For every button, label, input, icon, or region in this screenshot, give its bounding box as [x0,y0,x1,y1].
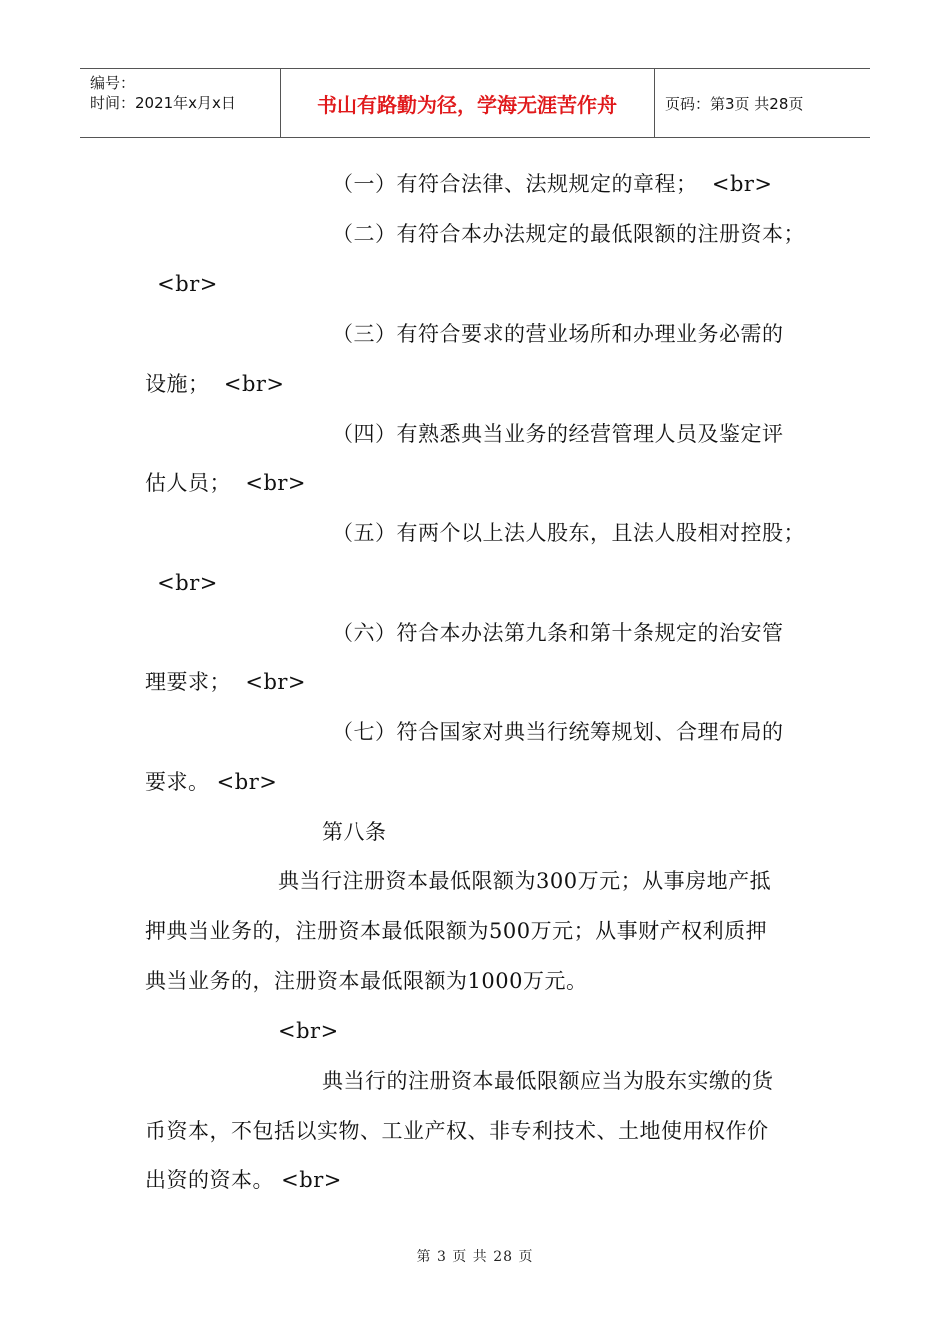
text-line: （三）有符合要求的营业场所和办理业务必需的 [332,322,784,346]
page-header [80,68,870,138]
text-line: 典当行的注册资本最低限额应当为股东实缴的货 [322,1069,774,1093]
text-line: <br> [150,571,218,595]
header-motto: 书山有路勤为径，学海无涯苦作舟 [317,92,617,117]
text-line: （五）有两个以上法人股东，且法人股相对控股； [332,521,805,545]
header-page-info: 页码：第3页 共28页 [665,94,804,113]
text-line: （二）有符合本办法规定的最低限额的注册资本； [332,222,805,246]
document-date: 时间：2021年x月x日 [90,94,236,112]
text-line: （四）有熟悉典当业务的经营管理人员及鉴定评 [332,422,784,446]
text-line: 典当业务的，注册资本最低限额为1000万元。 [145,969,588,993]
text-line: （七）符合国家对典当行统筹规划、合理布局的 [332,720,784,744]
text-line: <br> [150,272,218,296]
text-line: 押典当业务的，注册资本最低限额为500万元；从事财产权利质押 [145,919,768,943]
text-line: 设施； <br> [145,372,285,396]
document-number-label: 编号： [90,74,136,92]
text-line: 估人员； <br> [145,471,307,495]
text-line: 币资本，不包括以实物、工业产权、非专利技术、土地使用权作价 [145,1119,769,1143]
page-footer: 第 3 页 共 28 页 [416,1249,534,1265]
text-line: 典当行注册资本最低限额为300万元；从事房地产抵 [278,869,772,893]
header-meta [80,69,280,137]
header-divider [654,69,655,137]
text-line: （六）符合本办法第九条和第十条规定的治安管 [332,621,784,645]
text-line: 理要求； <br> [145,670,307,694]
text-line: （一）有符合法律、法规规定的章程； <br> [332,172,773,196]
text-line: 要求。 <br> [145,770,278,794]
article-heading: 第八条 [322,820,387,844]
text-line: 出资的资本。 <br> [145,1168,342,1192]
text-line: <br> [278,1019,339,1043]
